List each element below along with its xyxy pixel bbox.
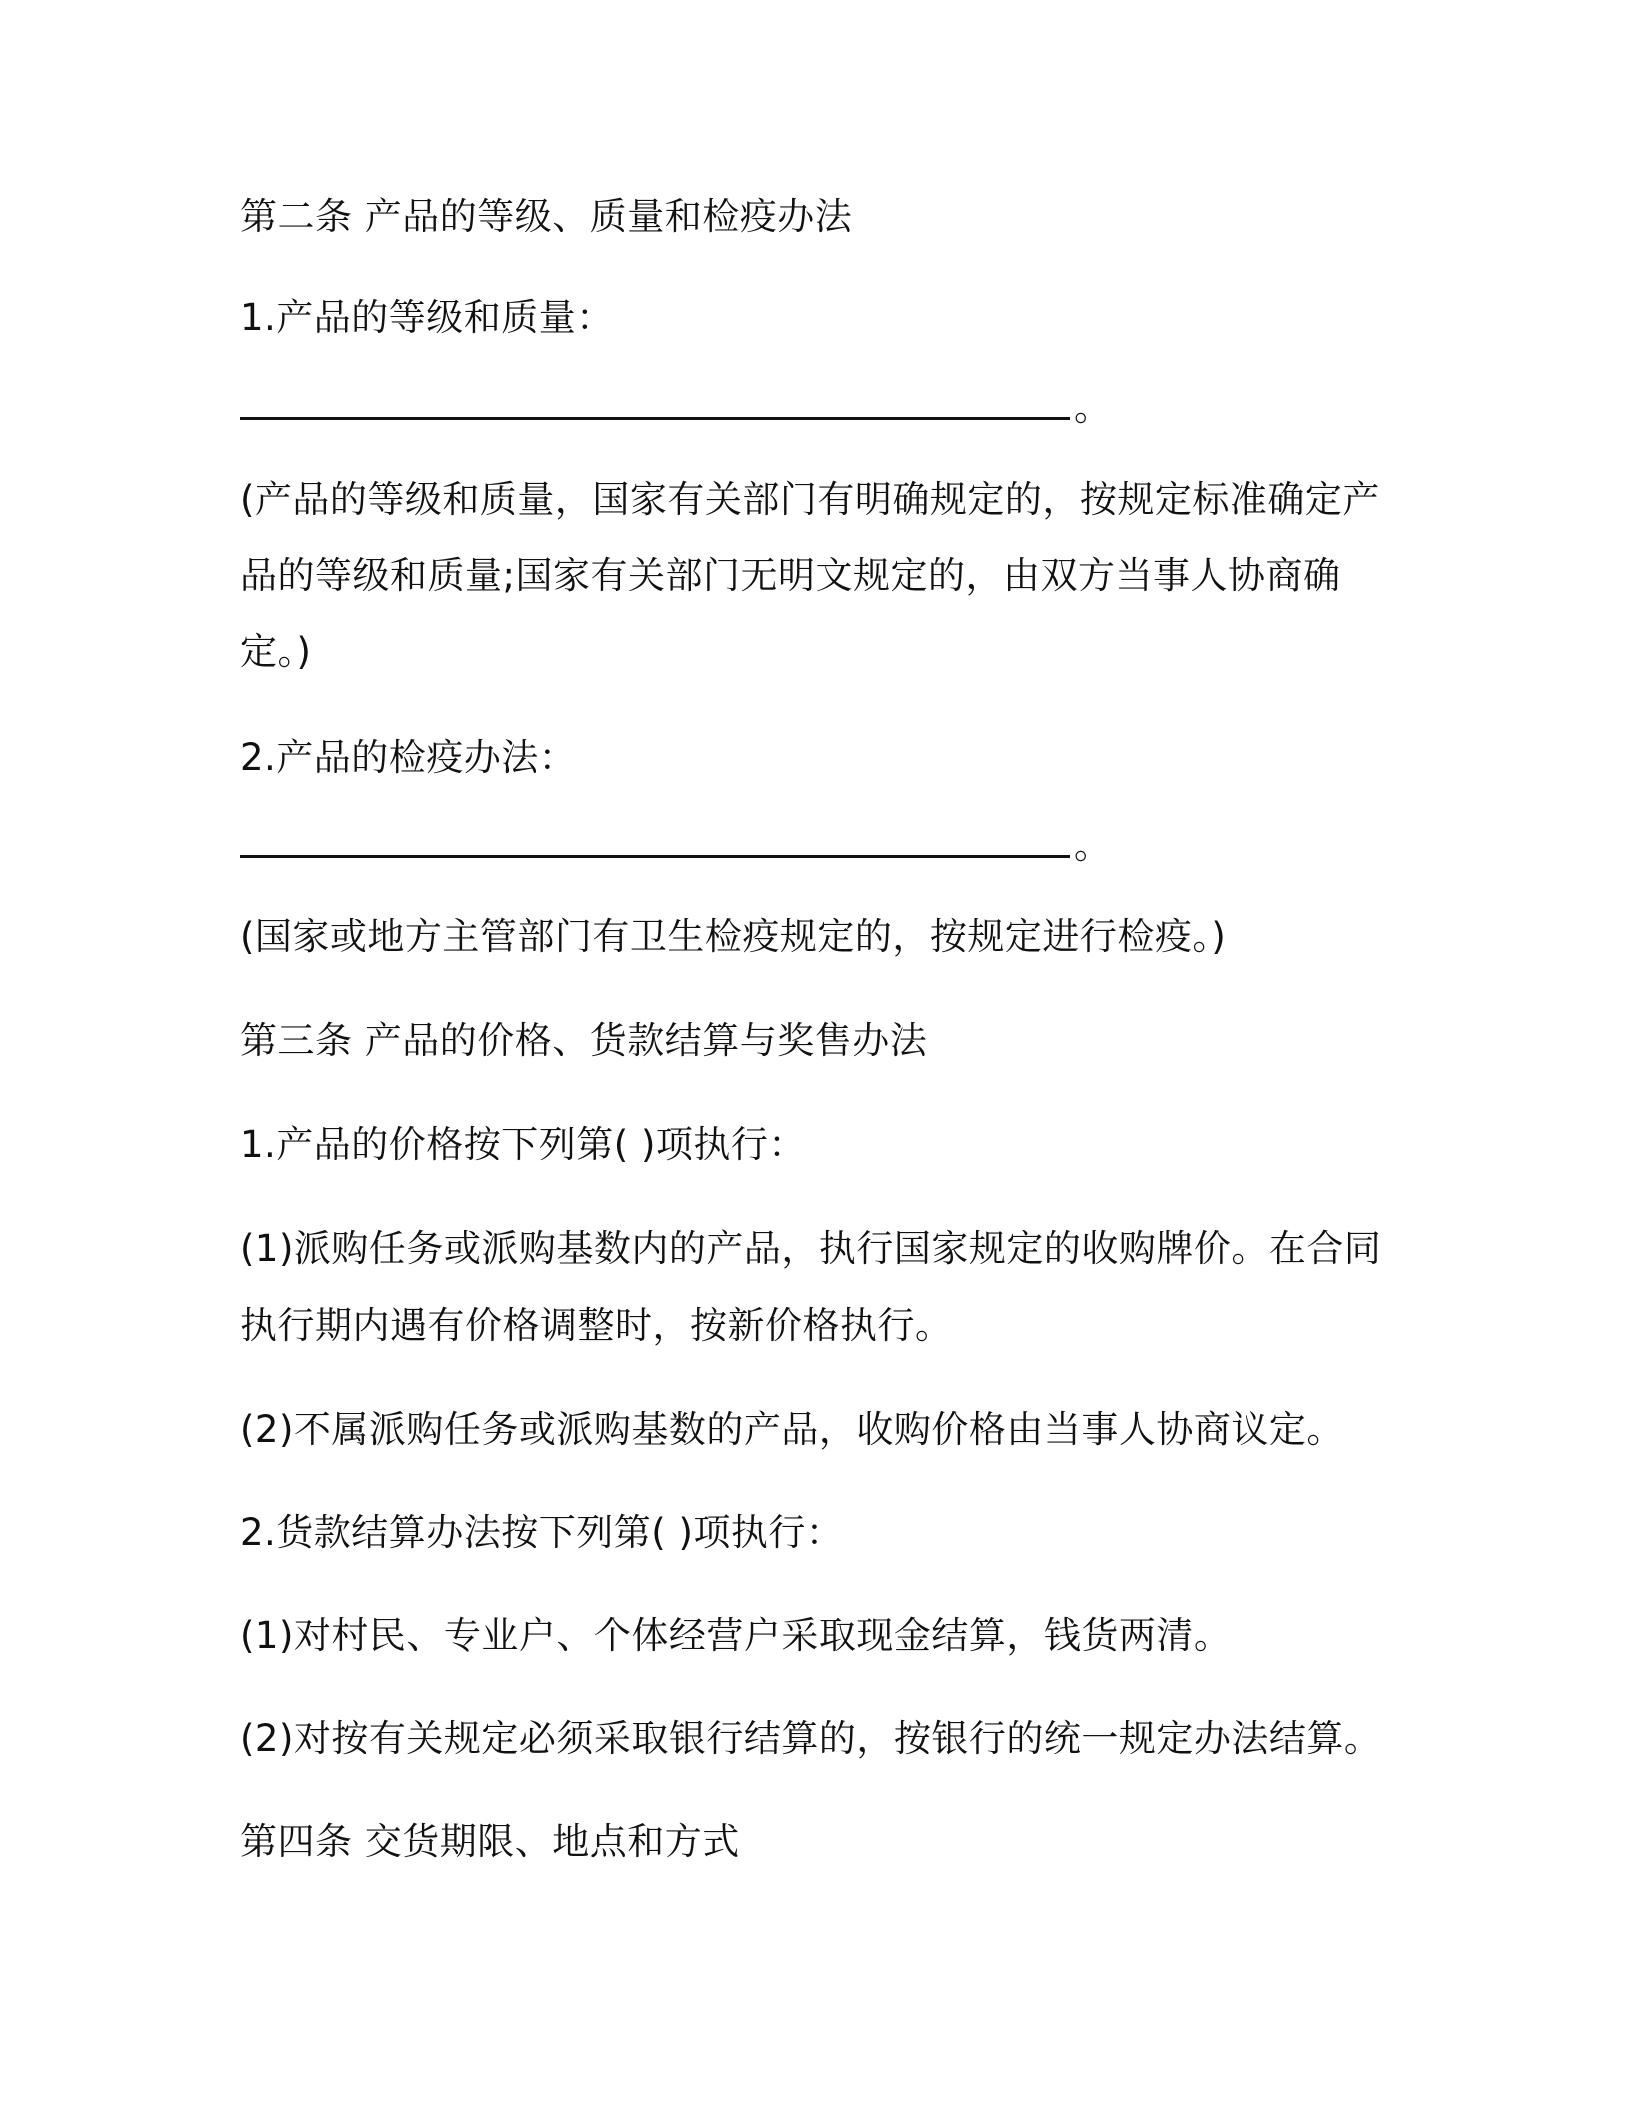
article3-heading: 第三条 产品的价格、货款结算与奖售办法 bbox=[240, 1019, 928, 1062]
note2: (国家或地方主管部门有卫生检疫规定的，按规定进行检疫。) bbox=[240, 915, 1227, 958]
note1-line2: 品的等级和质量;国家有关部门无明文规定的，由双方当事人协商确 bbox=[240, 554, 1341, 597]
price-option-1-line2: 执行期内遇有价格调整时，按新价格执行。 bbox=[240, 1304, 953, 1347]
payment-option-2: (2)对按有关规定必须采取银行结算的，按银行的统一规定办法结算。 bbox=[240, 1717, 1382, 1760]
item2-label: 2.产品的检疫办法： bbox=[240, 736, 577, 779]
blank-end-1: 。 bbox=[1074, 386, 1111, 429]
blank-rule-1 bbox=[240, 387, 1070, 420]
fill-in-blank-2 bbox=[240, 822, 1111, 870]
blank-end-2: 。 bbox=[1074, 824, 1111, 867]
fill-in-blank-1 bbox=[240, 384, 1111, 432]
price-option-1-line1: (1)派购任务或派购基数内的产品，执行国家规定的收购牌价。在合同 bbox=[240, 1227, 1382, 1270]
note1-line3: 定。) bbox=[240, 630, 312, 673]
article4-heading: 第四条 交货期限、地点和方式 bbox=[240, 1820, 740, 1863]
price-option-2: (2)不属派购任务或派购基数的产品，收购价格由当事人协商议定。 bbox=[240, 1408, 1344, 1451]
item1-label: 1.产品的等级和质量： bbox=[240, 296, 614, 339]
payment-option-1: (1)对村民、专业户、个体经营户采取现金结算，钱货两清。 bbox=[240, 1614, 1232, 1657]
payment-item: 2.货款结算办法按下列第( )项执行： bbox=[240, 1511, 844, 1554]
price-item: 1.产品的价格按下列第( )项执行： bbox=[240, 1123, 806, 1166]
note1-line1: (产品的等级和质量，国家有关部门有明确规定的，按规定标准确定产 bbox=[240, 478, 1380, 521]
article2-heading: 第二条 产品的等级、质量和检疫办法 bbox=[240, 195, 853, 238]
blank-rule-2 bbox=[240, 825, 1070, 858]
